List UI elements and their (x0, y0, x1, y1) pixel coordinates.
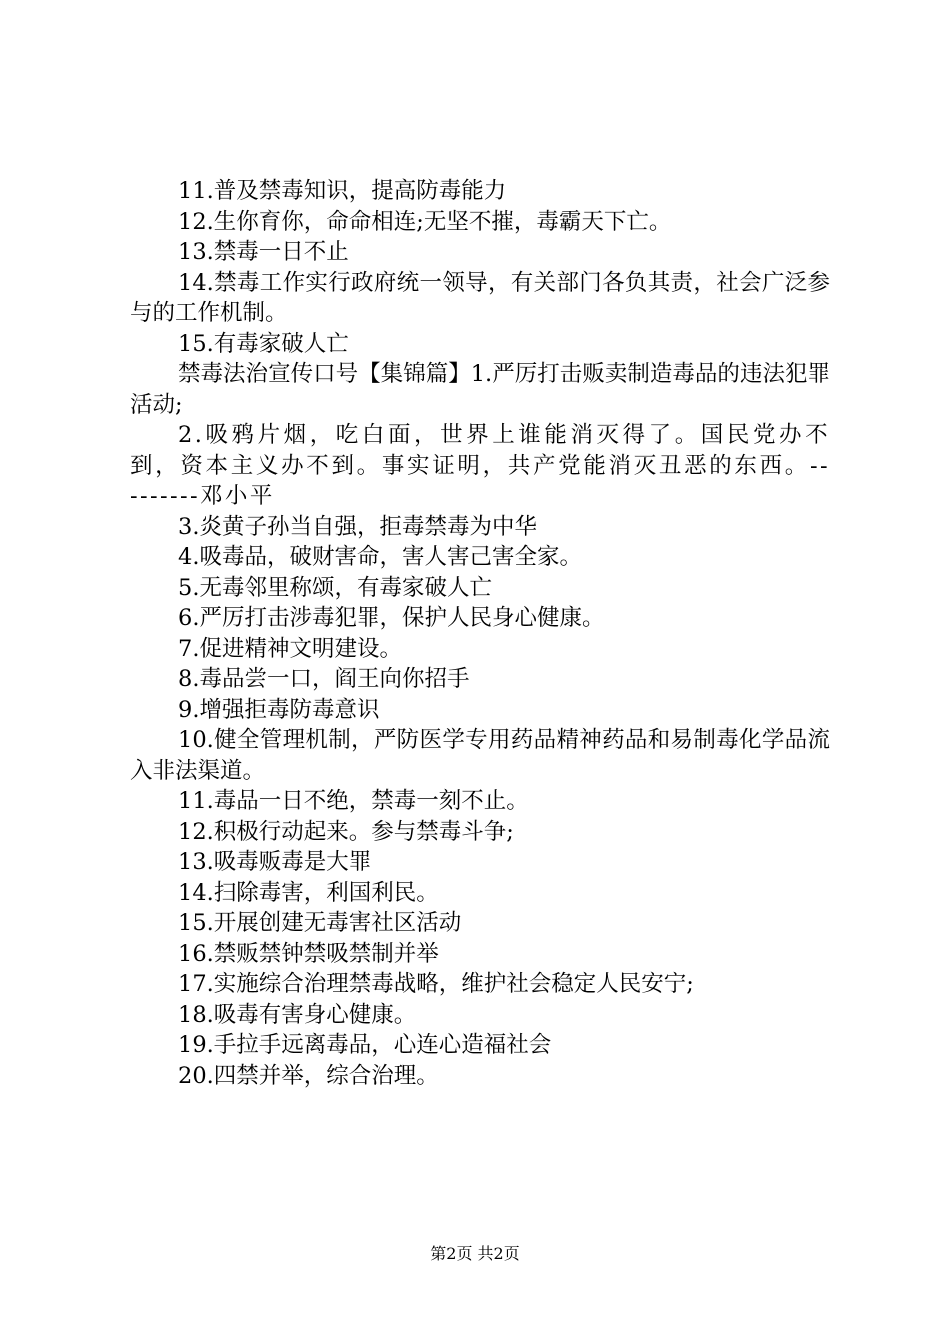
document-body (130, 176, 830, 1091)
paragraph-slogan-19: 19.手拉手远离毒品，心连心造福社会 (178, 1032, 552, 1058)
paragraph-slogan-3: 3.炎黄子孙当自强，拒毒禁毒为中华 (178, 513, 537, 540)
paragraph-slogan-12a: 12.生你育你，命命相连;无坚不摧，毒霸天下亡。 (178, 208, 672, 235)
paragraph-slogan-6: 6.严厉打击涉毒犯罪，保护人民身心健康。 (178, 605, 605, 631)
paragraph-slogan-11b: 11.毒品一日不绝，禁毒一刻不止。 (178, 788, 529, 814)
paragraph-slogan-15b: 15.开展创建无毒害社区活动 (178, 910, 462, 936)
paragraph-slogan-14a: 14.禁毒工作实行政府统一领导，有关部门各负其责，社会广泛参与的工作机制。 (130, 269, 830, 326)
paragraph-slogan-17: 17.实施综合治理禁毒战略，维护社会稳定人民安宁; (178, 971, 694, 997)
paragraph-slogan-10: 10.健全管理机制，严防医学专用药品精神药品和易制毒化学品流入非法渠道。 (130, 727, 830, 784)
paragraph-slogan-5: 5.无毒邻里称颂，有毒家破人亡 (178, 574, 492, 601)
paragraph-slogan-20: 20.四禁并举，综合治理。 (178, 1062, 439, 1089)
paragraph-slogan-4: 4.吸毒品，破财害命，害人害己害全家。 (178, 544, 582, 570)
paragraph-slogan-7: 7.促进精神文明建设。 (178, 635, 402, 662)
paragraph-slogan-2: 2.吸鸦片烟，吃白面，世界上谁能消灭得了。国民党办不到，资本主义办不到。事实证明，共产党能消灭丑恶的东西。---------邓小平 (130, 422, 830, 509)
paragraph-slogan-11a: 11.普及禁毒知识，提高防毒能力 (178, 178, 507, 204)
paragraph-slogan-14b: 14.扫除毒害，利国利民。 (178, 879, 439, 906)
paragraph-slogan-15a: 15.有毒家破人亡 (178, 330, 349, 357)
paragraph-slogan-8: 8.毒品尝一口，阎王向你招手 (178, 666, 470, 692)
paragraph-slogan-12b: 12.积极行动起来。参与禁毒斗争; (178, 818, 514, 845)
paragraph-slogan-13a: 13.禁毒一日不止 (178, 239, 349, 265)
paragraph-slogan-9: 9.增强拒毒防毒意识 (178, 696, 380, 723)
paragraph-slogan-13b: 13.吸毒贩毒是大罪 (178, 849, 372, 875)
page-number-footer: 第2页 共2页 (430, 1244, 520, 1263)
paragraph-slogan-18: 18.吸毒有害身心健康。 (178, 1001, 417, 1028)
paragraph-slogan-16: 16.禁贩禁钟禁吸禁制并举 (178, 940, 439, 967)
paragraph-section-heading: 禁毒法治宣传口号【集锦篇】1.严厉打击贩卖制造毒品的违法犯罪活动; (130, 361, 830, 418)
